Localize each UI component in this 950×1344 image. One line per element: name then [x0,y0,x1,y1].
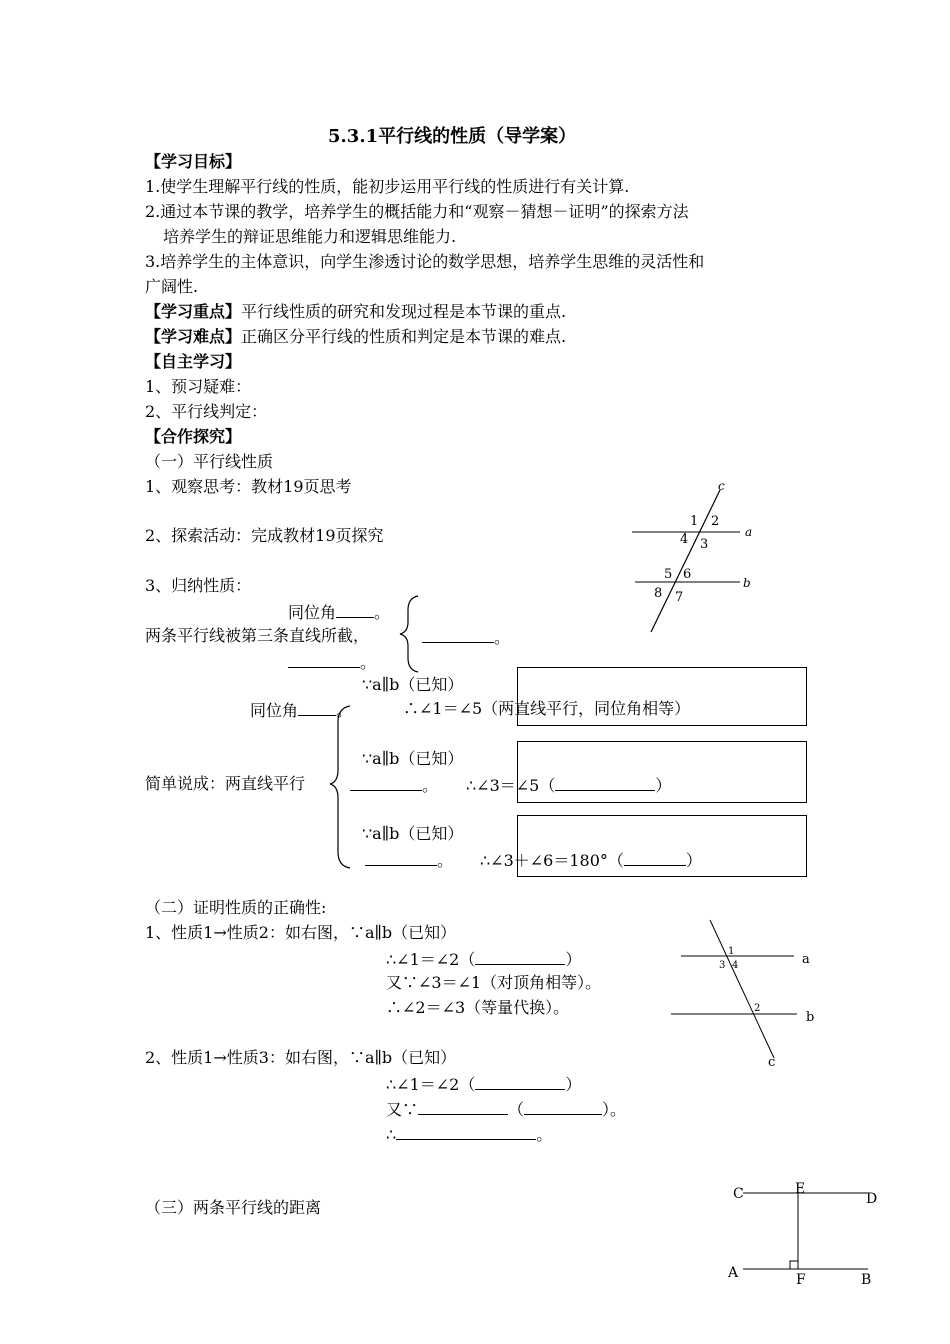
page-title: 5.3.1平行线的性质（导学案） [328,126,577,147]
objective-2-line2: 培养学生的辩证思维能力和逻辑思维能力. [163,227,457,246]
fig2-label-b: b [806,1010,815,1025]
simple-lead: 简单说成：两直线平行 [145,774,306,793]
summary-period: 。 [494,628,511,647]
summary-period: 。 [336,701,353,720]
summary-period: 。 [422,776,439,795]
key-point-label: 【学习重点】 [145,302,242,321]
part2-heading: （二）证明性质的正确性: [145,898,327,917]
p2-l3b: （ [508,1100,525,1119]
box3-conclusion-b: ） [685,851,702,870]
fig3-label-C: C [733,1186,744,1202]
fig1-angle-7: 7 [675,590,684,605]
fig1-angle-1: 1 [690,514,699,529]
fig1-angle-6: 6 [683,567,692,582]
part2-p1-line4: ∴∠2＝∠3（等量代换）。 [386,998,570,1017]
fig1-label-b: b [743,576,751,590]
summary-corresponding-label: 同位角 [288,603,337,622]
part3-heading: （三）两条平行线的距离 [145,1198,322,1217]
part1-heading: （一）平行线性质 [145,452,274,471]
box2-given: ∵a∥b（已知） [362,749,464,768]
fig2-label-c: c [768,1055,776,1070]
fig3-label-B: B [861,1272,872,1288]
summary-lead: 两条平行线被第三条直线所截， [145,626,370,645]
fig2-angle-4: 4 [732,960,739,971]
summary-period: 。 [360,653,377,672]
objective-1: 1.使学生理解平行线的性质，能初步运用平行线的性质进行有关计算. [145,177,630,196]
fig1-angle-3: 3 [700,537,709,552]
objectives-heading: 【学习目标】 [145,152,242,171]
part2-p2-head: 2、性质1→性质3：如右图，∵a∥b（已知） [145,1048,457,1067]
fig3-label-D: D [866,1191,878,1207]
fig2-angle-2: 2 [754,1003,761,1014]
fig2-label-a: a [802,952,810,967]
question-3: 3、归纳性质： [145,576,252,595]
box3-given: ∵a∥b（已知） [362,824,464,843]
self-study-item-2: 2、平行线判定： [145,402,268,421]
p2-l3c: ）。 [602,1100,627,1119]
fig3-right-angle-mark [790,1261,798,1269]
fig1-angle-4: 4 [680,532,689,547]
fig3-label-A: A [728,1265,739,1281]
self-study-heading: 【自主学习】 [145,352,242,371]
p2-l4b: 。 [536,1125,553,1144]
question-2: 2、探索活动：完成教材19页探究 [145,526,384,545]
box2-conclusion-a: ∴∠3＝∠5（ [466,776,556,795]
summary-period: 。 [374,603,391,622]
box1-given: ∵a∥b（已知） [362,675,464,694]
p2-l4a: ∴ [386,1125,397,1144]
self-study-item-1: 1、预习疑难： [145,377,252,396]
question-1: 1、观察思考：教材19页思考 [145,477,352,496]
fig1-angle-2: 2 [711,514,720,529]
fig3-label-F: F [796,1272,806,1288]
p1-l2b: ） [565,950,582,969]
fig1-label-a: a [745,525,753,539]
fig2-angle-1: 1 [728,946,735,957]
difficulty-text: 正确区分平行线的性质和判定是本节课的难点. [241,327,567,346]
p2-l2b: ） [565,1075,582,1094]
summary-period: 。 [437,851,454,870]
box2-conclusion-b: ） [655,776,672,795]
difficulty-label: 【学习难点】 [145,327,242,346]
p2-l2a: ∴∠1＝∠2（ [386,1075,476,1094]
simple-corresponding-label: 同位角 [250,701,299,720]
p1-l2a: ∴∠1＝∠2（ [386,950,476,969]
part2-p1-line3: 又∵∠3＝∠1（对顶角相等）。 [386,973,602,992]
part2-p1-head: 1、性质1→性质2：如右图，∵a∥b（已知） [145,923,457,942]
box1-conclusion: ∴∠1＝∠5（两直线平行，同位角相等） [403,699,691,718]
fig1-angle-8: 8 [654,586,663,601]
fig3-label-E: E [795,1181,806,1197]
key-point-text: 平行线性质的研究和发现过程是本节课的重点. [241,302,567,321]
fig1-angle-5: 5 [664,567,673,582]
fig1-label-c: c [718,479,725,493]
cooperate-heading: 【合作探究】 [145,427,242,446]
fig2-angle-3: 3 [719,960,726,971]
objective-2-line1: 2.通过本节课的教学，培养学生的概括能力和“观察－猜想－证明”的探索方法 [145,202,689,221]
objective-3-line1: 3.培养学生的主体意识，向学生渗透讨论的数学思想，培养学生思维的灵活性和 [145,252,705,271]
box3-conclusion-a: ∴∠3＋∠6＝180°（ [480,851,624,870]
objective-3-line2: 广阔性. [145,277,199,296]
p2-l3a: 又∵ [386,1100,419,1119]
